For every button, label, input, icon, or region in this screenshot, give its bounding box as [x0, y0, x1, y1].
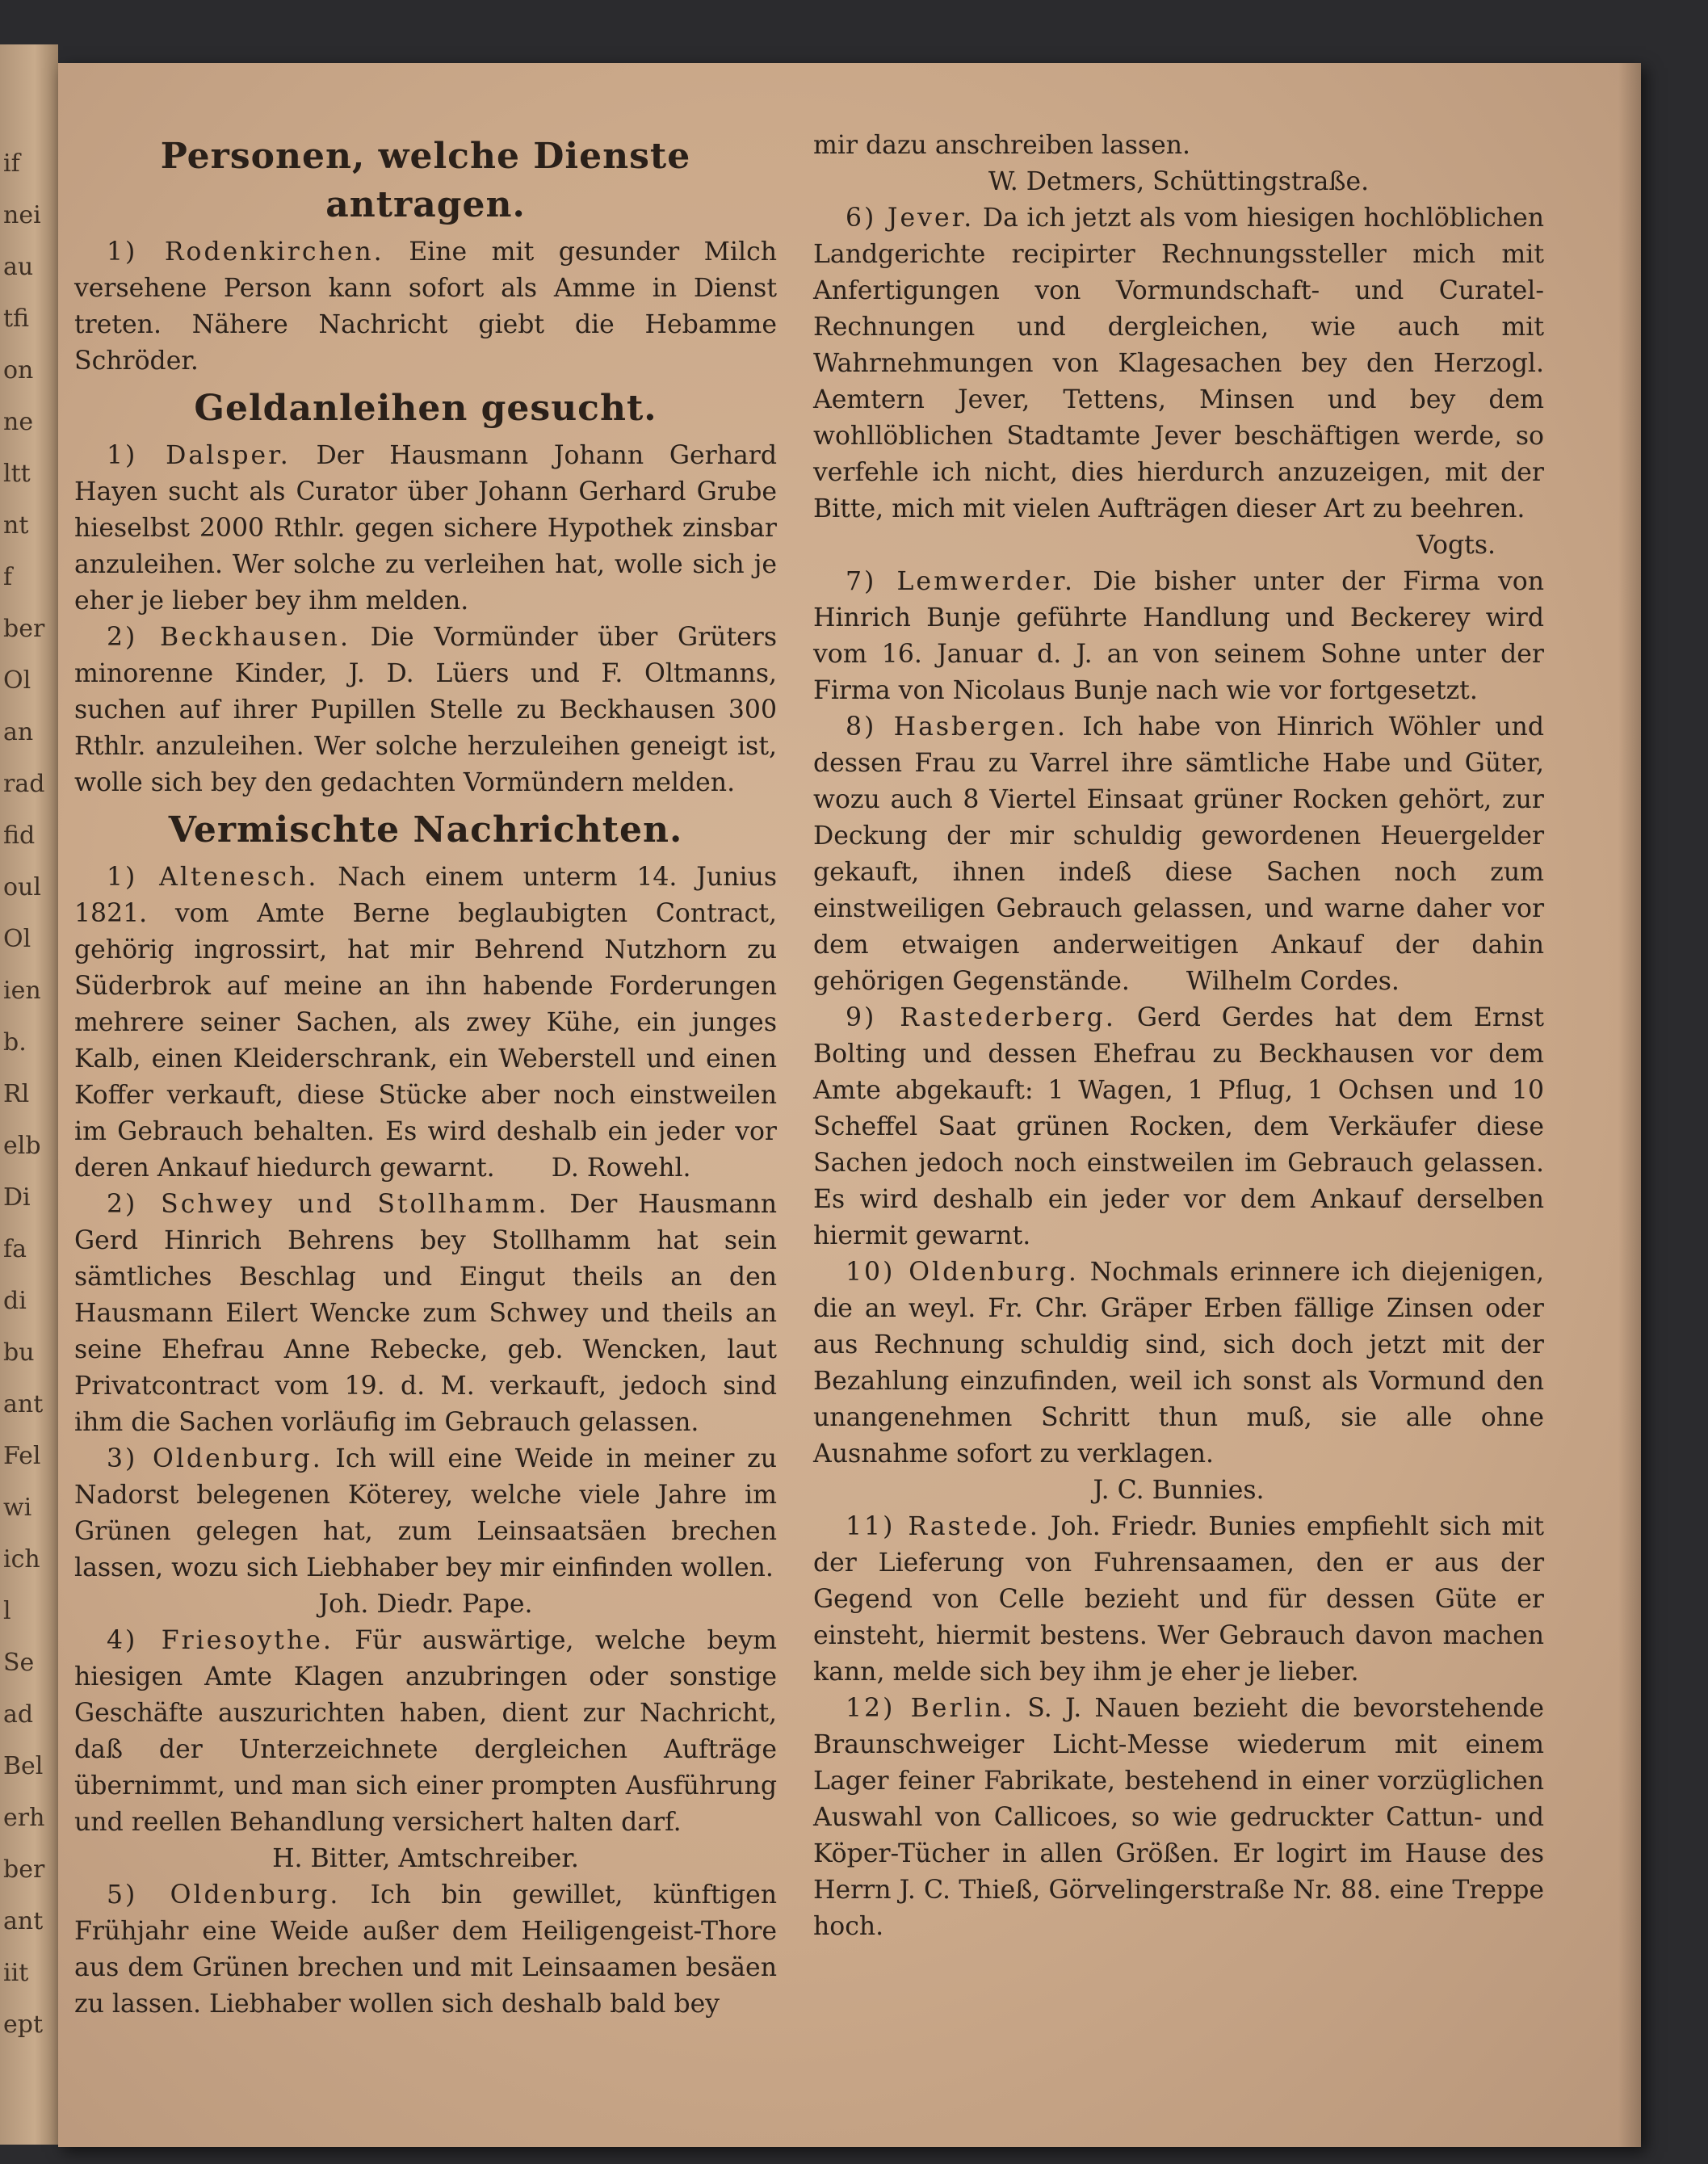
prev-page-fragment: Bel — [3, 1752, 44, 1780]
notice-jever: 6) Jever. Da ich jetzt als vom hiesigen hochlöblichen Landgerichte recipirter Rechnungssteller mich mit Anfertigungen von Vormundschaft- und Curatel-Rechnungen und dergleichen, wie auch mit Wahrnehmungen von Klagesachen bey den Herzogl. Aemtern Jever, Tettens, Minsen und bey dem wohllöblichen Stadtamte Jever beschäftigen werde, so verfehle ich nicht, dies hierdurch anzuzeigen, mit der Bitte, mich mit vielen Aufträgen dieser Art zu beehren. — [813, 204, 1544, 523]
signature-bunnies: J. C. Bunnies. — [1093, 1476, 1265, 1505]
notice-friesoythe: 4) Friesoythe. Für auswärtige, welche beym hiesigen Amte Klagen anzubringen oder sonstige Geschäfte auszurichten haben, dient zur Nachricht, daß der Unterzeichnete dergleichen Aufträge übernimmt, und man sich einer prompten Ausführung und reellen Behandlung versichert halten darf. — [74, 1626, 778, 1837]
prev-page-fragment: an — [3, 718, 34, 746]
prev-page-fragment: Se — [3, 1649, 35, 1677]
notice-oldenburg-3: 3) Oldenburg. Ich will eine Weide in meiner zu Nadorst belegenen Köterey, welche viele Jahre im Grünen gelegen hat, zum Leinsaatsäen brechen lassen, wozu sich Liebhaber bey mir einfinden wollen. — [74, 1444, 777, 1582]
prev-page-fragment: on — [3, 356, 34, 384]
notice-rodenkirchen: 1) Rodenkirchen. Eine mit gesunder Milch versehene Person kann sofort als Amme in Dienst treten. Nähere Nachricht giebt die Hebamme Schröder. — [74, 237, 777, 376]
notice-oldenburg-5: 5) Oldenburg. Ich bin gewillet, künftigen Frühjahr eine Weide außer dem Heiligengeist-Thore aus dem Grünen brechen und mit Leinsaamen besäen zu lassen. Liebhaber wollen sich deshalb bald bey — [74, 1880, 777, 2019]
notice-lemwerder: 7) Lemwerder. Die bisher unter der Firma von Hinrich Bunje geführte Handlung und Beckerey wird vom 16. Januar d. J. an von seinem Sohne unter der Firma von Nicolaus Bunje nach wie vor fortgesetzt. — [813, 567, 1544, 705]
prev-page-fragment: ant — [3, 1390, 44, 1418]
prev-page-fragment: wi — [3, 1494, 32, 1522]
notice-oldenburg-10: 10) Oldenburg. Nochmals erinnere ich diejenigen, die an weyl. Fr. Chr. Gräper Erben fällige Zinsen oder aus Rechnung schuldig sind, sich doch jetzt mit der Bezahlung einzufinden, weil ich sonst als Vormund den unangenehmen Schritt thun muß, sie alle ohne Ausnahme sofort zu verklagen. — [813, 1258, 1544, 1469]
left-column — [58, 128, 777, 2023]
signature-bitter: H. Bitter, Amtschreiber. — [272, 1844, 579, 1873]
section-heading-loans: Geldanleihen gesucht. — [194, 388, 657, 429]
prev-page-fragment: di — [3, 1287, 27, 1315]
prev-page-fragment: erh — [3, 1804, 45, 1832]
prev-page-fragment: ber — [3, 615, 45, 643]
prev-page-fragment: fa — [3, 1235, 27, 1263]
continuation-text: mir dazu anschreiben lassen. — [813, 131, 1191, 160]
right-column — [813, 128, 1544, 1945]
prev-page-fragment: ien — [3, 977, 41, 1005]
signature-detmers: W. Detmers, Schüttingstraße. — [988, 167, 1370, 196]
notice-beckhausen: 2) Beckhausen. Die Vormünder über Grüters minorenne Kinder, J. D. Lüers und F. Oltmanns, suchen auf ihrer Pupillen Stelle zu Beckhausen 300 Rthlr. anzuleihen. Wer solche herzuleihen geneigt ist, wolle sich bey den gedachten Vormündern melden. — [74, 623, 777, 797]
prev-page-fragment: nei — [3, 201, 41, 229]
prev-page-fragment: ant — [3, 1907, 44, 1935]
prev-page-fragment: ltt — [3, 460, 31, 488]
prev-page-fragment: ad — [3, 1700, 34, 1729]
prev-page-fragment: ich — [3, 1545, 40, 1574]
notice-rastederberg: 9) Rastederberg. Gerd Gerdes hat dem Ernst Bolting und dessen Ehefrau zu Beckhausen vor dem Amte abgekauft: 1 Wagen, 1 Pflug, 1 Ochsen und 10 Scheffel Saat grünen Rocken, dem Verkäufer diese Sachen jedoch noch einstweilen im Gebrauch gelassen. Es wird deshalb ein jeder vor dem Ankauf derselben hiermit gewarnt. — [813, 1003, 1545, 1250]
notice-berlin: 12) Berlin. S. J. Nauen bezieht die bevorstehende Braunschweiger Licht-Messe wiederum mit einem Lager feiner Fabrikate, bestehend in einer vorzüglichen Auswahl von Callicoes, so wie gedruckter Cattun- und Köper-Tücher in allen Größen. Er logirt im Hause des Herrn J. C. Thieß, Görvelingerstraße Nr. 88. eine Treppe hoch. — [813, 1694, 1545, 1941]
prev-page-fragment: b. — [3, 1028, 27, 1057]
prev-page-fragment: Di — [3, 1183, 31, 1212]
prev-page-fragment: fid — [3, 821, 36, 850]
prev-page-fragment: l — [3, 1597, 11, 1625]
prev-page-fragment: ept — [3, 2011, 44, 2039]
prev-page-fragment: Fel — [3, 1442, 41, 1470]
signature-vogts: Vogts. — [1416, 531, 1496, 560]
prev-page-fragment: Ol — [3, 666, 31, 695]
prev-page-fragment: ne — [3, 408, 34, 436]
signature-pape: Joh. Diedr. Pape. — [318, 1590, 533, 1619]
prev-page-fragment: bu — [3, 1338, 35, 1367]
newspaper-page — [58, 63, 1641, 2147]
notice-schwey-stollhamm: 2) Schwey und Stollhamm. Der Hausmann Gerd Hinrich Behrens bey Stollhamm hat sein sämtliches Beschlag und Eingut theils an den Hausmann Eilert Wencke zum Schwey und theils an seine Ehefrau Anne Rebecke, geb. Wencken, laut Privatcontract vom 19. d. M. verkauft, jedoch sind ihm die Sachen vorläufig im Gebrauch gelassen. — [74, 1190, 777, 1437]
prev-page-fragment: ber — [3, 1855, 45, 1884]
prev-page-fragment: Rl — [3, 1080, 30, 1108]
prev-page-fragment: tfi — [3, 305, 30, 333]
prev-page-fragment: au — [3, 253, 34, 281]
section-heading-misc: Vermischte Nachrichten. — [168, 809, 683, 851]
prev-page-fragment: nt — [3, 511, 29, 540]
previous-page-edge — [0, 44, 58, 2145]
notice-dalsper: 1) Dalsper. Der Hausmann Johann Gerhard Hayen sucht als Curator über Johann Gerhard Grube hieselbst 2000 Rthlr. gegen sichere Hypothek zinsbar anzuleihen. Wer solche zu verleihen hat, wolle sich je eher je lieber bey ihm melden. — [74, 441, 777, 616]
prev-page-fragment: f — [3, 563, 13, 591]
notice-rastede: 11) Rastede. Joh. Friedr. Bunies empfiehlt sich mit der Lieferung von Fuhrensaamen, den er aus der Gegend von Celle bezieht und für dessen Güte er einsteht, hiermit bestens. Wer Gebrauch davon machen kann, melde sich bey ihm je eher je lieber. — [813, 1512, 1544, 1687]
prev-page-fragment: Ol — [3, 925, 31, 953]
section-heading-services: Personen, welche Dienste antragen. — [160, 136, 691, 225]
prev-page-fragment: iit — [3, 1959, 29, 1987]
prev-page-fragment: oul — [3, 873, 41, 901]
prev-page-fragment: rad — [3, 770, 45, 798]
prev-page-fragment: elb — [3, 1132, 41, 1160]
prev-page-fragment: if — [3, 149, 20, 178]
notice-hasbergen: 8) Hasbergen. Ich habe von Hinrich Wöhler und dessen Frau zu Varrel ihre sämtliche Habe und Güter, wozu auch 8 Viertel Einsaat grüner Rocken gehört, zur Deckung der mir schuldig gewordenen Heuergelder gekauft, ihnen indeß diese Sachen noch zum einstweiligen Gebrauch gelassen, und warne daher vor dem etwaigen anderweitigen Ankauf der dahin gehörigen Gegenstände. Wilhelm Cordes. — [813, 712, 1544, 996]
notice-altenesch: 1) Altenesch. Nach einem unterm 14. Junius 1821. vom Amte Berne beglaubigten Contract, gehörig ingrossirt, hat mir Behrend Nutzhorn zu Süderbrok auf meine an ihn habende Forderungen mehrere seiner Sachen, als zwey Kühe, ein junges Kalb, einen Kleiderschrank, ein Weberstell und einen Koffer verkauft, diese Stücke aber noch einstweilen im Gebrauch behalten. Es wird deshalb ein jeder vor deren Ankauf hiedurch gewarnt. D. Rowehl. — [74, 863, 778, 1183]
